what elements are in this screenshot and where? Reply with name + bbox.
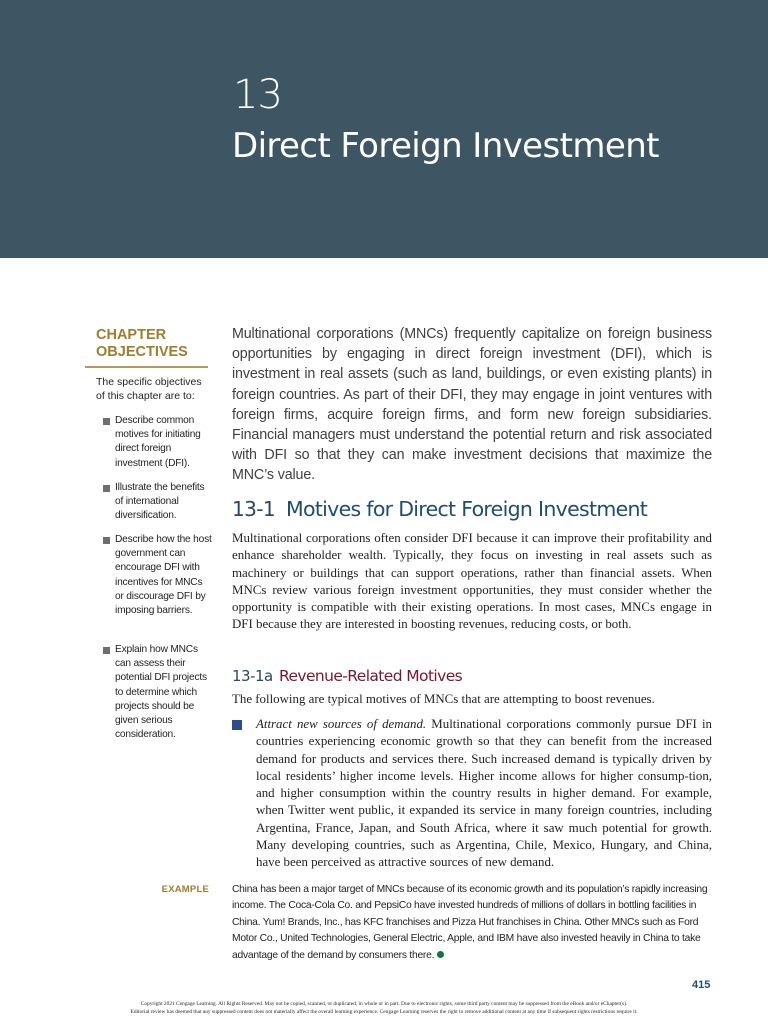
objective-item: [103, 481, 213, 524]
bullet-term: Attract new sources of demand.: [256, 717, 427, 731]
bullet-paragraph: [256, 716, 712, 872]
chapter-intro-paragraph: Multinational corporations (MNCs) frequently capitalize on foreign business opportunities by engaging in direct foreign investment (DFI), which is investment in real assets (such as land, buildings, or even existing plants) in foreign countries. As part of their DFI, they may engage in joint ventures with foreign firms, acquire foreign firms, and form new foreign subsidiaries. Financial managers must understand the potential return and risk associated with DFI so that they can make investment decisions that maximize the MNC’s value.: [232, 326, 712, 484]
objectives-heading: [96, 327, 216, 361]
subsection-number: 13-1a: [232, 667, 273, 685]
chapter-banner: [0, 0, 768, 258]
square-bullet-icon: [103, 485, 110, 492]
square-bullet-icon: [103, 647, 110, 654]
objective-item: [103, 533, 213, 618]
copyright-line: Editorial review has deemed that any suppressed content does not materially affect the overall learning experience. Cengage Learning reserves the right to remove additional content at any time if subsequent rights restrictions require it.: [130, 1009, 638, 1015]
bullet-text: Multinational corporations commonly pursue DFI in countries experiencing economic growth so that they can benefit from the increased demand for products and services there. Such increased demand is typically driven by local residents’ higher income levels. Higher income allows for higher consump-tion, and higher consumption within the country results in higher demand. For example, when Twitter went public, it expanded its service in many foreign countries, including Argentina, France, Japan, and South Africa, where it saw much potential for growth. Many developing countries, such as Argentina, Chile, Mexico, Hungary, and China, have been perceived as attractive sources of new demand.: [256, 717, 712, 870]
page-number: 415: [692, 979, 711, 991]
objective-text: Illustrate the benefits of international diversification.: [115, 482, 205, 522]
section-number: 13-1: [232, 497, 275, 521]
copyright-notice: [0, 1000, 768, 1016]
section-title: Motives for Direct Foreign Investment: [286, 497, 648, 521]
example-end-dot-icon: [437, 951, 444, 958]
square-bullet-icon: [103, 418, 110, 425]
objectives-intro: The specific objectives of this chapter are to:: [96, 376, 202, 402]
objective-item: [103, 414, 213, 471]
chapter-number: 13: [233, 72, 282, 118]
example-paragraph: [232, 882, 714, 964]
objectives-heading-line1: CHAPTER: [96, 327, 167, 343]
objective-text: Describe common motives for initiating direct foreign investment (DFI).: [115, 415, 201, 469]
objective-text: Describe how the host government can encourage DFI with incentives for MNCs or discourage DFI by imposing barriers.: [115, 534, 212, 617]
subsection-title: Revenue-Related Motives: [279, 667, 463, 685]
square-bullet-icon: [103, 537, 110, 544]
copyright-line: Copyright 2021 Cengage Learning. All Rights Reserved. May not be copied, scanned, or duplicated, in whole or in part. Due to electronic rights, some third party content may be suppressed from the eBook and/or eChapter(s).: [140, 1001, 628, 1007]
objective-text: Explain how MNCs can assess their potential DFI projects to determine which projects should be given serious consideration.: [115, 644, 207, 741]
objectives-heading-line2: OBJECTIVES: [96, 344, 188, 360]
chapter-title: Direct Foreign Investment: [232, 126, 659, 166]
example-label: EXAMPLE: [161, 884, 209, 895]
objectives-divider: [85, 366, 208, 368]
subsection-lead: The following are typical motives of MNCs that are attempting to boost revenues.: [232, 692, 655, 706]
example-text: China has been a major target of MNCs because of its economic growth and its population’s rapidly increasing income. The Coca-Cola Co. and PepsiCo have invested hundreds of millions of dollars in bottling facilities in China. Yum! Brands, Inc., has KFC franchises and Pizza Hut franchises in China. Other MNCs such as Ford Motor Co., United Technologies, General Electric, Apple, and IBM have also invested heavily in China to take advantage of the demand by consumers there.: [232, 884, 708, 961]
objective-item: [103, 643, 213, 742]
square-bullet-icon: [232, 720, 242, 730]
section-body-paragraph: Multinational corporations often consider DFI because it can improve their profitability and enhance shareholder wealth. Typically, they focus on investing in real assets such as machinery or buildings that can support operations, rather than financial assets. When MNCs review various foreign investment opportunities, they must consider whether the opportunity is compatible with their existing operations. In most cases, MNCs engage in DFI because they are interested in boosting revenues, reducing costs, or both.: [232, 531, 712, 632]
